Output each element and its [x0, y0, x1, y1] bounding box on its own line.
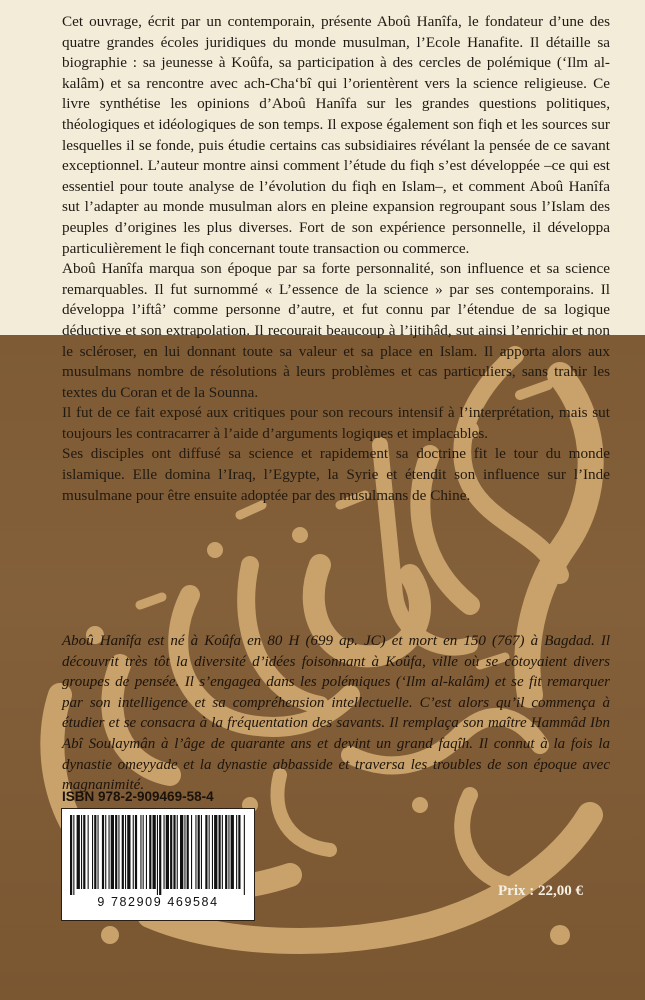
- barcode-bar: [94, 815, 96, 889]
- barcode-bar: [88, 815, 89, 889]
- description-paragraph-3: Il fut de ce fait exposé aux critiques pour son recours intensif à l’interprétation, mais sut toujours les contracarrer à l’aide d’arguments logiques et implacables.: [62, 404, 610, 442]
- barcode-bar: [73, 815, 74, 895]
- barcode-bar: [228, 815, 229, 889]
- barcode-bar: [105, 815, 106, 889]
- barcode-bar: [125, 815, 126, 889]
- barcode-bar: [225, 815, 227, 889]
- barcode-bar: [236, 815, 237, 889]
- barcode-bar: [157, 815, 158, 895]
- barcode-bar: [81, 815, 82, 889]
- barcode-bar: [198, 815, 200, 889]
- barcode-bar: [83, 815, 85, 889]
- barcode-bar: [77, 815, 80, 889]
- barcode-bar: [70, 815, 72, 895]
- barcode-bar: [205, 815, 207, 889]
- barcode-bar: [122, 815, 124, 889]
- description-text: [62, 12, 610, 506]
- barcode-bar: [166, 815, 169, 889]
- isbn-label: ISBN 978-2-909469-58-4: [62, 789, 214, 804]
- barcode-bar: [146, 815, 147, 889]
- barcode-bar: [164, 815, 165, 889]
- barcode-bar: [238, 815, 240, 889]
- barcode-bar: [231, 815, 234, 889]
- barcode-bar: [140, 815, 141, 889]
- barcode-bar: [133, 815, 134, 889]
- barcode-bar: [201, 815, 202, 889]
- barcode-bar: [219, 815, 221, 889]
- barcode-bar: [195, 815, 196, 889]
- barcode-bar: [244, 815, 245, 895]
- barcode: [61, 808, 255, 921]
- barcode-bar: [92, 815, 93, 889]
- barcode-bar: [184, 815, 185, 889]
- description-paragraph-1: Cet ouvrage, écrit par un contemporain, présente Aboû Hanîfa, le fondateur d’une des quatre grandes écoles juridiques du monde musulman, l’Ecole Hanafite. Il détaille sa biographie : sa jeunesse à Koûfa, sa participation à des cercles de polémique (‘Ilm al-kalâm) et sa rencontre avec ach-Cha‘bî qui l’orientèrent vers la science religieuse. Ce livre synthétise les opinions d’Aboû Hanîfa sur les grandes questions politiques, théologiques et idéologiques de son temps. Il expose également son fiqh et les sources sur lesquelles il se fonde, puis étudie certains cas subsidiaires révélant la pensée de ce savant exceptionnel. L’auteur montre ainsi comment l’étude du fiqh s’est développée –ce qui est essentiel pour toute analyse de l’évolution du fiqh en Islam–, et comment Aboû Hanîfa sut l’adapter au monde musulman alors en pleine expansion regroupant sous l’Islam des peuples d’origines les plus diverses. Fort de son expérience personnelle, il développa particulièrement le fiqh concernant toute transaction ou commerce.: [62, 13, 610, 257]
- description-paragraph-4: Ses disciples ont diffusé sa science et rapidement sa doctrine fit le tour du monde islamique. Elle domina l’Iraq, l’Egypte, la Syrie et étendit son influence sur l’Inde musulmane pour être ensuite adoptée par des musulmans de Chine.: [62, 445, 610, 504]
- barcode-bar: [109, 815, 110, 889]
- barcode-bar: [209, 815, 210, 889]
- barcode-bar: [177, 815, 178, 889]
- barcode-bar: [173, 815, 175, 889]
- price-label: Prix : 22,00 €: [498, 883, 583, 899]
- barcode-bar: [212, 815, 213, 889]
- barcode-number: 9 782909 469584: [97, 895, 219, 909]
- description-paragraph-2: Aboû Hanîfa marqua son époque par sa forte personnalité, son influence et sa science remarquables. Il fut surnommé « L’essence de la science » par ses contemporains. Il développa l’iftâ’ comme personne d’autre, et fut connu par l’étendue de sa logique déductive et son extrapolation. Il recourait beaucoup à l’ijtihâd, sut ainsi l’enrichir et non le scléroser, en lui donnant toute sa valeur et sa place en Islam. Il apporta alors aux musulmans nombre de résolutions à leurs problèmes et cas particuliers, sans trahir les textes du Coran et de la Sounna.: [62, 260, 610, 401]
- barcode-bar: [191, 815, 192, 889]
- barcode-bar: [153, 815, 156, 889]
- barcode-bar: [111, 815, 114, 889]
- barcode-bar: [135, 815, 137, 889]
- barcode-bar: [102, 815, 104, 889]
- barcode-bar: [222, 815, 223, 889]
- barcode-bar: [115, 815, 117, 889]
- barcode-bar: [149, 815, 151, 889]
- barcode-bar: [214, 815, 217, 889]
- barcode-bar: [187, 815, 189, 889]
- barcode-bar: [127, 815, 130, 889]
- barcode-bars: [70, 815, 246, 895]
- barcode-bar: [98, 815, 99, 889]
- barcode-bar: [118, 815, 119, 889]
- author-biography-note: Aboû Hanîfa est né à Koûfa en 80 H (699 ap. JC) et mort en 150 (767) à Bagdad. Il découvrit très tôt la diversité d’idées foisonnant à Koûfa, ville où se côtoyaient divers groupes de pensée. Il s’engagea dans les polémiques (‘Ilm al-kalâm) et se fit remarquer par son intelligence et sa compréhension intellectuelle. C’est alors qu’il commença à étudier et se consacra à la fréquentation des savants. Il remplaça son maître Hammâd Ibn Abî Soulaymân à l’âge de quarante ans et devint un grand faqîh. Il connut à la fois la dynastie omeyyade et la dynastie abbasside et traversa les troubles de son époque avec magnanimité.: [62, 633, 610, 794]
- barcode-bar: [143, 815, 144, 889]
- barcode-bar: [180, 815, 183, 889]
- barcode-bar: [170, 815, 172, 889]
- barcode-bar: [159, 815, 161, 895]
